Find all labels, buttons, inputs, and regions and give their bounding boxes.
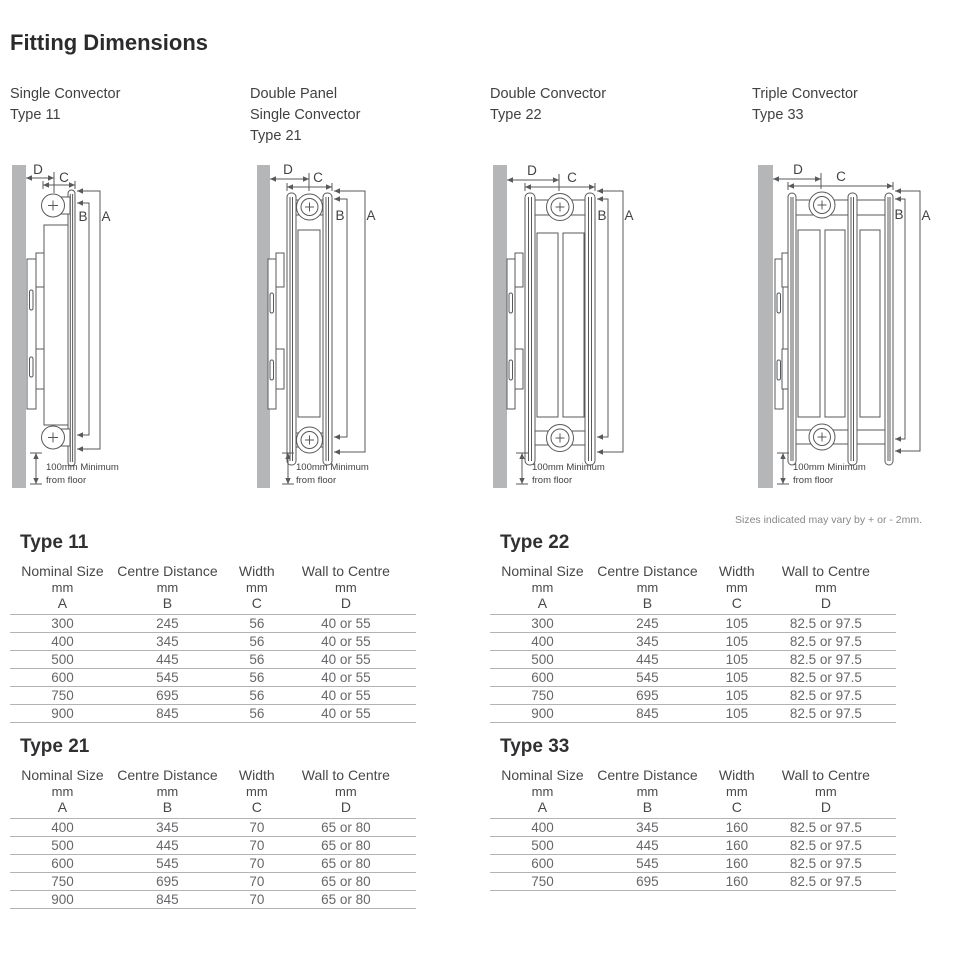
- size-variation-note: Sizes indicated may vary by + or - 2mm.: [735, 514, 923, 526]
- column-letter: D: [774, 595, 896, 615]
- dim-label-a: A: [101, 209, 111, 224]
- table-row: [490, 819, 896, 837]
- floor-note-line2: from floor: [296, 475, 337, 486]
- heading-type-21: [250, 84, 360, 147]
- column-unit: mm: [531, 580, 554, 595]
- cell: 600: [10, 669, 115, 687]
- cell: 750: [490, 873, 595, 891]
- table-row: [10, 873, 416, 891]
- cell: 40 or 55: [294, 651, 416, 669]
- table-row: [490, 873, 896, 891]
- cell: 845: [115, 705, 220, 723]
- cell: 82.5 or 97.5: [774, 819, 896, 837]
- wall-bracket: [268, 253, 284, 409]
- cell: 82.5 or 97.5: [774, 633, 896, 651]
- cell: 345: [595, 819, 700, 837]
- cell: 845: [115, 891, 220, 909]
- cell: 900: [10, 891, 115, 909]
- dimension-a: [334, 188, 365, 454]
- heading-line: Type 21: [250, 128, 302, 144]
- column-name: Centre Distance: [597, 563, 698, 579]
- cell: 65 or 80: [294, 837, 416, 855]
- table-row: [10, 615, 416, 633]
- cell: 900: [490, 705, 595, 723]
- dim-label-c: C: [313, 170, 323, 185]
- dimension-b: [77, 200, 89, 437]
- dim-label-c: C: [836, 169, 846, 184]
- column-name: Width: [718, 767, 755, 783]
- cell: 600: [490, 669, 595, 687]
- cell: 345: [595, 633, 700, 651]
- column-letter: C: [700, 595, 774, 615]
- floor-note-line2: from floor: [793, 475, 834, 486]
- header-row-letter: [10, 595, 416, 615]
- column-unit: mm: [725, 580, 748, 595]
- floor-note-line2: from floor: [532, 475, 573, 486]
- table-section-type-22: [490, 532, 896, 723]
- table-row: [490, 687, 896, 705]
- column-name: Nominal Size: [21, 767, 104, 783]
- header-row-unit: [10, 580, 416, 595]
- table-row: [10, 687, 416, 705]
- dim-label-b: B: [335, 208, 345, 223]
- dim-label-b: B: [78, 209, 88, 224]
- heading-type-33: [752, 84, 858, 126]
- dimension-b: [597, 196, 608, 439]
- valve-top: [809, 192, 835, 218]
- wall: [493, 165, 507, 488]
- cell: 82.5 or 97.5: [774, 873, 896, 891]
- column-letter: C: [220, 595, 294, 615]
- cell: 695: [115, 873, 220, 891]
- table-title: Type 33: [500, 736, 570, 757]
- column-letter: B: [595, 595, 700, 615]
- column-name: Nominal Size: [501, 767, 584, 783]
- cell: 445: [595, 837, 700, 855]
- dim-label-d: D: [283, 162, 293, 177]
- column-unit: mm: [156, 784, 179, 799]
- cell: 56: [220, 669, 294, 687]
- cell: 105: [700, 705, 774, 723]
- table-row: [10, 669, 416, 687]
- dimension-a: [895, 188, 920, 453]
- dim-label-c: C: [567, 170, 577, 185]
- dim-label-d: D: [793, 162, 803, 177]
- header-row-letter: [10, 799, 416, 819]
- valve-top: [297, 194, 323, 220]
- dim-label-c: C: [59, 170, 69, 185]
- cell: 82.5 or 97.5: [774, 615, 896, 633]
- column-unit: mm: [156, 580, 179, 595]
- cell: 400: [10, 819, 115, 837]
- header-row-name: [10, 563, 416, 580]
- column-name: Wall to Centre: [781, 563, 870, 579]
- table-row: [10, 819, 416, 837]
- cell: 70: [220, 891, 294, 909]
- cell: 105: [700, 651, 774, 669]
- radiator-body: [788, 193, 893, 465]
- heading-type-22: [490, 84, 606, 126]
- cell: 70: [220, 837, 294, 855]
- cell: 82.5 or 97.5: [774, 705, 896, 723]
- cell: 400: [10, 633, 115, 651]
- cell: 750: [10, 873, 115, 891]
- cell: 160: [700, 837, 774, 855]
- cell: 56: [220, 687, 294, 705]
- dim-label-b: B: [597, 208, 607, 223]
- cell: 750: [10, 687, 115, 705]
- column-name: Centre Distance: [597, 767, 698, 783]
- table-row: [490, 669, 896, 687]
- column-unit: mm: [51, 580, 74, 595]
- cell: 82.5 or 97.5: [774, 837, 896, 855]
- header-row-unit: [10, 784, 416, 799]
- table-row: [490, 633, 896, 651]
- column-letter: B: [595, 799, 700, 819]
- heading-line: Type 22: [490, 107, 542, 123]
- column-letter: A: [10, 799, 115, 819]
- cell: 65 or 80: [294, 873, 416, 891]
- dimension-a: [597, 188, 623, 454]
- cell: 300: [490, 615, 595, 633]
- column-name: Nominal Size: [501, 563, 584, 579]
- cell: 65 or 80: [294, 891, 416, 909]
- wall: [12, 165, 26, 488]
- table-section-type-33: [490, 736, 896, 891]
- page-title: Fitting Dimensions: [10, 30, 208, 55]
- dim-label-a: A: [921, 208, 931, 223]
- valve-bottom: [547, 425, 574, 452]
- column-letter: B: [115, 799, 220, 819]
- valve-top: [42, 194, 71, 217]
- valve-bottom: [42, 426, 71, 449]
- column-letter: C: [220, 799, 294, 819]
- column-name: Nominal Size: [21, 563, 104, 579]
- cell: 545: [595, 855, 700, 873]
- dim-label-a: A: [624, 208, 634, 223]
- dim-label-d: D: [33, 162, 43, 177]
- column-name: Width: [718, 563, 755, 579]
- cell: 245: [595, 615, 700, 633]
- cell: 500: [490, 837, 595, 855]
- dimensions-table-type-33: [490, 767, 896, 891]
- cell: 160: [700, 855, 774, 873]
- cell: 500: [10, 651, 115, 669]
- cell: 70: [220, 873, 294, 891]
- valve-bottom: [809, 424, 835, 450]
- table-row: [490, 615, 896, 633]
- column-unit: mm: [815, 580, 837, 595]
- column-name: Centre Distance: [117, 563, 218, 579]
- cell: 750: [490, 687, 595, 705]
- wall-bracket: [775, 253, 789, 409]
- cell: 40 or 55: [294, 669, 416, 687]
- cell: 500: [10, 837, 115, 855]
- table-row: [490, 705, 896, 723]
- column-letter: A: [10, 595, 115, 615]
- header-row-unit: [490, 580, 896, 595]
- table-row: [490, 837, 896, 855]
- table-section-type-21: [10, 736, 416, 909]
- floor-note-line1: 100mm Minimum: [46, 462, 119, 473]
- wall-bracket: [507, 253, 523, 409]
- dim-label-d: D: [527, 163, 537, 178]
- heading-line: Triple Convector: [752, 86, 858, 102]
- cell: 65 or 80: [294, 855, 416, 873]
- table-title: Type 22: [500, 532, 570, 553]
- floor-note-line1: 100mm Minimum: [793, 462, 866, 473]
- cell: 56: [220, 615, 294, 633]
- column-unit: mm: [531, 784, 554, 799]
- table-row: [10, 891, 416, 909]
- header-row-name: [10, 767, 416, 784]
- table-row: [10, 837, 416, 855]
- cell: 600: [10, 855, 115, 873]
- table-title: Type 11: [20, 532, 89, 553]
- cell: 40 or 55: [294, 615, 416, 633]
- column-letter: D: [774, 799, 896, 819]
- radiator-body: [44, 190, 75, 466]
- cell: 82.5 or 97.5: [774, 687, 896, 705]
- diagram-type-22: [490, 163, 715, 495]
- cell: 545: [115, 855, 220, 873]
- heading-type-11: [10, 84, 120, 126]
- column-unit: mm: [636, 580, 659, 595]
- wall: [758, 165, 773, 488]
- cell: 345: [115, 633, 220, 651]
- cell: 445: [595, 651, 700, 669]
- heading-line: Single Convector: [250, 107, 361, 123]
- column-letter: B: [115, 595, 220, 615]
- heading-line: Double Panel: [250, 86, 338, 102]
- column-unit: mm: [815, 784, 837, 799]
- column-letter: C: [700, 799, 774, 819]
- dimension-c: [525, 183, 595, 191]
- floor-note-line1: 100mm Minimum: [532, 462, 605, 473]
- cell: 345: [115, 819, 220, 837]
- cell: 40 or 55: [294, 633, 416, 651]
- cell: 245: [115, 615, 220, 633]
- column-letter: D: [294, 595, 416, 615]
- diagram-type-33: [752, 163, 958, 495]
- column-letter: D: [294, 799, 416, 819]
- table-row: [10, 705, 416, 723]
- cell: 56: [220, 651, 294, 669]
- table-section-type-11: [10, 532, 416, 723]
- dimensions-table-type-21: [10, 767, 416, 909]
- table-row: [10, 651, 416, 669]
- valve-top: [547, 194, 574, 221]
- cell: 56: [220, 705, 294, 723]
- cell: 500: [490, 651, 595, 669]
- cell: 695: [595, 687, 700, 705]
- column-unit: mm: [335, 784, 357, 799]
- floor-dimension: [30, 453, 42, 484]
- cell: 56: [220, 633, 294, 651]
- cell: 300: [10, 615, 115, 633]
- column-name: Wall to Centre: [301, 563, 390, 579]
- cell: 82.5 or 97.5: [774, 669, 896, 687]
- floor-note-line1: 100mm Minimum: [296, 462, 369, 473]
- column-unit: mm: [51, 784, 74, 799]
- dimension-b: [334, 196, 347, 439]
- column-name: Centre Distance: [117, 767, 218, 783]
- column-letter: A: [490, 799, 595, 819]
- cell: 70: [220, 855, 294, 873]
- table-row: [490, 651, 896, 669]
- cell: 105: [700, 687, 774, 705]
- header-row-name: [490, 563, 896, 580]
- column-unit: mm: [725, 784, 748, 799]
- cell: 40 or 55: [294, 705, 416, 723]
- dimensions-table-type-11: [10, 563, 416, 723]
- column-unit: mm: [335, 580, 357, 595]
- cell: 400: [490, 819, 595, 837]
- cell: 695: [115, 687, 220, 705]
- cell: 82.5 or 97.5: [774, 651, 896, 669]
- cell: 105: [700, 615, 774, 633]
- header-row-letter: [490, 799, 896, 819]
- column-letter: A: [490, 595, 595, 615]
- dimensions-table-type-22: [490, 563, 896, 723]
- dim-label-a: A: [366, 208, 376, 223]
- floor-dimension: [777, 453, 789, 484]
- column-name: Width: [238, 563, 275, 579]
- cell: 545: [115, 669, 220, 687]
- column-unit: mm: [245, 580, 268, 595]
- table-row: [10, 855, 416, 873]
- cell: 900: [10, 705, 115, 723]
- header-row-letter: [490, 595, 896, 615]
- column-name: Wall to Centre: [781, 767, 870, 783]
- wall-bracket: [27, 253, 45, 409]
- header-row-unit: [490, 784, 896, 799]
- cell: 545: [595, 669, 700, 687]
- table-row: [490, 855, 896, 873]
- cell: 160: [700, 873, 774, 891]
- heading-line: Type 33: [752, 107, 804, 123]
- cell: 65 or 80: [294, 819, 416, 837]
- heading-line: Double Convector: [490, 86, 607, 102]
- cell: 105: [700, 669, 774, 687]
- cell: 695: [595, 873, 700, 891]
- cell: 70: [220, 819, 294, 837]
- column-name: Wall to Centre: [301, 767, 390, 783]
- cell: 845: [595, 705, 700, 723]
- cell: 445: [115, 651, 220, 669]
- diagram-type-21: [252, 163, 474, 495]
- table-title: Type 21: [20, 736, 90, 757]
- column-name: Width: [238, 767, 275, 783]
- cell: 600: [490, 855, 595, 873]
- cell: 400: [490, 633, 595, 651]
- valve-bottom: [297, 427, 323, 453]
- header-row-name: [490, 767, 896, 784]
- radiator-body: [287, 193, 332, 465]
- cell: 82.5 or 97.5: [774, 855, 896, 873]
- dimension-b: [895, 196, 905, 441]
- cell: 40 or 55: [294, 687, 416, 705]
- column-unit: mm: [636, 784, 659, 799]
- heading-line: Single Convector: [10, 86, 121, 102]
- table-row: [10, 633, 416, 651]
- dim-label-b: B: [894, 207, 904, 222]
- cell: 445: [115, 837, 220, 855]
- cell: 160: [700, 819, 774, 837]
- heading-line: Type 11: [10, 107, 61, 123]
- floor-note-line2: from floor: [46, 475, 87, 486]
- diagram-type-11: [8, 163, 233, 495]
- column-unit: mm: [245, 784, 268, 799]
- cell: 105: [700, 633, 774, 651]
